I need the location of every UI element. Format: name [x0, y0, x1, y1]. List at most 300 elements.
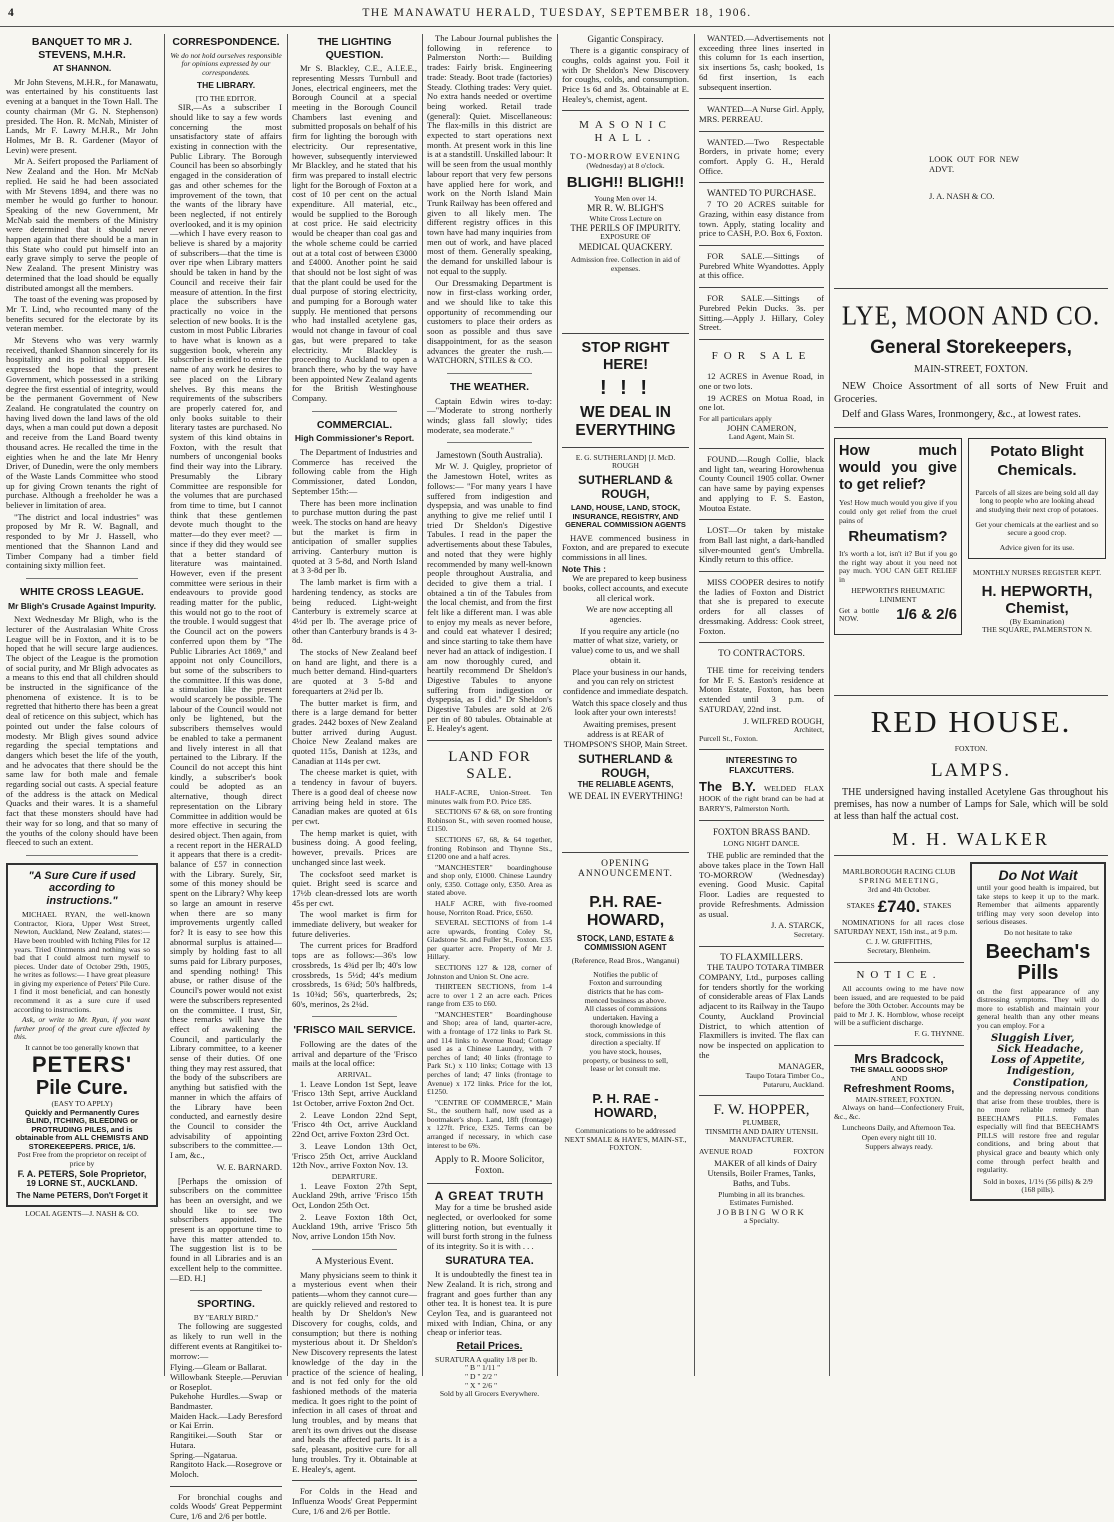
article-title: THE WEATHER.: [449, 380, 530, 393]
ad-headline: LAND FOR SALE.: [448, 749, 531, 783]
article-subtitle: Mr Bligh's Crusade Against Impurity.: [8, 600, 156, 611]
classified-heading: TO FLAXMILLERS.: [720, 952, 803, 963]
paragraph: The wool market is firm for immediate delivery, but weaker for future deliveries.: [292, 909, 417, 939]
paragraph: Awaiting premises, present address is at REAR of THOMPSON'S SHOP, Main Street.: [563, 719, 688, 749]
ad-text: Delf and Glass Wares, Ironmongery, &c., at lowest rates.: [842, 409, 1081, 421]
divider: [699, 287, 824, 288]
ad-text: SPRING MEETING,: [859, 875, 939, 885]
local-agents: LOCAL AGENTS—J. NASH & CO.: [25, 1209, 139, 1219]
address-left: AVENUE ROAD: [699, 1146, 753, 1156]
article-subtitle: High Commissioner's Report.: [294, 433, 415, 444]
paragraph: Following are the dates of the arrival and departure of the 'Frisco mails at the local office:: [292, 1038, 417, 1069]
ad-brand: PETERS': [31, 1051, 133, 1077]
ad-text: MAKER of all kinds of Dairy Utensils, Boiler Frames, Tanks, Baths, and Tubs.: [707, 1158, 817, 1188]
paragraph: Watch this space closely and thus look after your own interests!: [571, 697, 688, 718]
ad-line: stock, commissions in this: [585, 1029, 666, 1039]
paragraph: Mr W. J. Quigley, proprietor of the Jamestown Hotel, writes as follows:— "For many years I have suffered from indigestion and dyspepsia, and was unable to find anything to give me relief until I tried Dr Sheldon's Digestive Tabules. I read in the paper the advertisements about these Tabules, and noted that they were highly recommended by many well-known people throughout Australia, and decided to give them a trial. I obtained a tin of the Tabules from the local chemist, and from the first felt like a different man. I was able to enjoy my meals as never before, and could eat whatever I desired; and since starting to take them have never had an attack of indigestion. I am now thoroughly cured, and heartily recommend Dr Sheldon's Digestive Tabules to anyone suffering from indigestion or dyspepsia, as I did." Dr Sheldon's Digestive Tabules are sold at 2/6 per tin of 80 tabules. Obtainable at E. Healey's agent.: [427, 461, 552, 734]
ad-text: Plumbing in all its branches.: [718, 1189, 805, 1199]
ad-name: M. H. WALKER: [892, 829, 1050, 850]
ad-subheading: LAMPS.: [930, 759, 1012, 781]
paragraph: The lamb market is firm with a hardening tendency, as stocks are being reduced. Light-weight Canterbury is extremely scarce at 4½d per lb. The average price of other than Canterbury brands is 4 3-8d.: [292, 577, 417, 646]
ad-text: STAKES: [846, 901, 875, 911]
ad-text: Suppers always ready.: [865, 1141, 933, 1151]
tip-line: Pukehohe Hurdles.—Swap or Bandmaster.: [170, 1391, 282, 1412]
land-listing: SECTIONS 67, 68, & 64 together, fronting Robinson and Thynne Sts., £1200 one and a half acres.: [427, 834, 552, 862]
ad-text: It cannot be too generally known that: [25, 1042, 139, 1052]
signature: J. WILFRED ROUGH,: [743, 715, 824, 726]
byline: BY "EARLY BIRD.": [193, 1312, 259, 1322]
article-title: SPORTING.: [197, 1298, 255, 1311]
ad-line: property, or business to sell,: [582, 1055, 669, 1065]
paragraph: The stocks of New Zealand beef on hand are light, and there is a much better demand. Hind-quarters are quoted at 3 5-8d and forequarters at 2¾d per lb.: [292, 647, 417, 696]
column-2: [170, 34, 282, 1522]
ad-text: It's worth a lot, isn't it? But if you go the right way about it you need not pay much. YOU CAN GET RELIEF in: [839, 549, 957, 584]
ad-headline: OPENING ANNOUNCEMENT.: [578, 858, 673, 880]
classified: 7 TO 20 ACRES suitable for Grazing, within easy distance from town. Apply, stating locality and price to CASH, P.O. Box 6, Foxton.: [699, 199, 824, 239]
paragraph: The current prices for Bradford tops are as follows:—36's low crossbreds, 1s 4¾d per lb; 40's low crossbreds, 1s 5½d; 44's medium crossbreds, 1s 6¾d; 50's halfbreds, 1s 10¾d; 56's, quarterbreds, 2s; 60's, merinos, 2s 2¼d.: [292, 940, 417, 1009]
paragraph: Mr John Stevens, M.H.R., for Manawatu, was entertained by his constituents last evening at a banquet in the Town Hall. The county chairman (Mr G. N. Stephenson) presided. The Hon. R. McNab, Minister of Lands, Mr F. Lawry M.H.R., Mr John Holmes, Mr B. R. Gardener (Mayor of Levin) were present.: [6, 76, 158, 155]
paragraph: Many physicians seem to think it a mysterious event when their patients—whom they cannot cure—are quickly relieved and restored to health by Dr Sheldon's New Discovery for coughs, colds, and consumption; but there is nothing mysterious about it. Dr Sheldon's New Discovery represents the latest knowledge of the day in the practice of the science of healing, and is not fed only for the old fashioned methods of the materia medica. It goes right to the point of infection in all cases of throat and lung troubles, and by means that aren't its own drives out the disease and heals the affected parts. It is a safe, pleasant, positive cure for all lung troubles. Try it. Obtainable at E. Healey's, agent.: [292, 1269, 417, 1474]
land-listing: SEVERAL SECTIONS of from 1-4 acre upwards, fronting Coley St, Gladstone St. and Fuller St., Foxton. £35 per quarter acre. Property of Mr J. Hillary.: [427, 918, 552, 962]
divider: [312, 1016, 397, 1017]
article-title: A Mysterious Event.: [315, 1256, 394, 1267]
ad-headline: MARLBOROUGH RACING CLUB: [842, 867, 956, 877]
mail-line: 2. Leave London 22nd Sept, 'Frisco 4th Oct, arrive Auckland 22nd Oct, arrive Foxton 23rd Oct.: [292, 1109, 417, 1140]
ad-line: direction a specialty. If: [590, 1038, 661, 1048]
ad-headline: FOR SALE: [711, 349, 812, 362]
page-number: 4: [8, 7, 16, 19]
divider: [699, 182, 824, 183]
ad-line: lease or let consult me.: [590, 1064, 661, 1074]
classified: 12 ACRES in Avenue Road, in one or two lots.: [699, 371, 824, 392]
ad-headline: SUTHERLAND & ROUGH,: [578, 473, 673, 501]
ad-product: SURATURA TEA.: [445, 1254, 534, 1267]
ad-text: Always on hand—Confectionery Fruit, &c., &c.: [834, 1103, 964, 1121]
potato-box: [968, 438, 1106, 559]
tip-line: Spring.—Ngatarua.: [170, 1449, 238, 1460]
ad-subheading: THE SMALL GOODS SHOP: [850, 1065, 948, 1075]
column-1: [6, 34, 158, 1374]
classified: FOR SALE.—Sittings of Purebred White Wyandottes. Apply at this office.: [699, 250, 824, 281]
ad-text: The Name PETERS, Don't Forget it: [16, 1191, 148, 1201]
column-rule: [829, 34, 830, 1376]
divider: [26, 855, 138, 856]
ad-text: Get a bottle NOW.: [839, 605, 879, 624]
ad-line: districts that he has com-: [587, 986, 664, 996]
ad-text: (By Examination): [1009, 616, 1065, 626]
divider: [170, 1486, 282, 1487]
ad-text: Advice given for its use.: [999, 542, 1075, 552]
ad-line: All classes of commissions: [584, 1004, 667, 1014]
section-note: We do not hold ourselves responsible for opinions expressed by our correspondents.: [170, 50, 282, 77]
subheading: ARRIVAL.: [337, 1070, 372, 1080]
ad-row-bottom: [834, 862, 1108, 1201]
divider: [427, 740, 552, 741]
land-listing: THIRTEEN SECTIONS, from 1-4 acre to over 1 2 an acre each. Prices range from £35 to £60.: [427, 982, 552, 1009]
classified: WANTED.—Two Respectable Borders, in private home; every comfort. Apply G. H., Herald Office.: [699, 136, 824, 176]
classified-subheading: LONG NIGHT DANCE.: [723, 838, 800, 848]
price-line: " X " 2/6 ": [465, 1380, 498, 1390]
ad-line: Notifies the public of: [593, 969, 658, 979]
divider: [699, 571, 824, 572]
ad-headline: NOTICE.: [856, 968, 942, 981]
ad-subheading: THE RELIABLE AGENTS,: [577, 780, 674, 790]
paragraph: Mr S. Blackley, C.E., A.I.E.E., representing Messrs Turnbull and Jones, electrical engineers, met the Borough Council at a special meeting in the Borough Council Chambers last evening and submitted proposals on behalf of his firm for lighting the borough with electricity. Our representative, however, subsequently interviewed Mr Blackley, and he stated that his firm was prepared to install electric light for the Borough of Foxton at a cost of 10 per cent on the actual expenditure. All material, etc., would be supplied to the Borough at cost price. He said electricity would be cheaper than coal gas and the whole scheme could be carried out at a total cost of between £3000 and £4000. Another point he said that should not be lost sight of was that the plant could be used for the dual purpose of storing electricity, and pumping for a Borough water supply. He mentioned that persons who had installed acetylene gas, would not change in favour of coal gas, but were prepared to take electricity. Mr Blackley is proceeding to Auckland to open a branch there, who by the way have been appointed New Zealand agents for the British Westinghouse Company.: [292, 63, 417, 404]
divider: [312, 411, 397, 412]
classified: WANTED—A Nurse Girl. Apply, MRS. PERREAU.: [699, 104, 824, 124]
land-listing: HALF ACRE, with five-roomed house, Norriton Road. Price, £650.: [427, 898, 552, 917]
ad-line: undertaken. Having a: [592, 1012, 659, 1022]
divider: [699, 245, 824, 246]
divider: [26, 578, 138, 579]
paragraph: HAVE commenced business in Foxton, and are prepared to execute commissions in all lines.: [562, 532, 689, 562]
paragraph: There has been more inclination to purchase mutton during the past week. The stocks on hand are heavy but the market is firm in anticipation of smaller supplies arriving. Canterbury mutton is quoted at 3 5-8d, and North Island at 3 3-8d per lb.: [292, 497, 417, 576]
ad-text: Ask, or write to Mr. Ryan, if you want further proof of the great cure effected by this.: [14, 1015, 150, 1042]
ad-text: All accounts owing to me have now been issued, and are requested to be paid before the 30th October. Accounts may be paid to Mr J. K. Hornblow, whose receipt will be a sufficient discharge.: [834, 984, 964, 1028]
divider: [699, 98, 824, 99]
mail-line: 2. Leave Foxton 18th Oct, Auckland 19th, arrive 'Frisco 5th Nov, arrive London 15th Nov.: [292, 1211, 417, 1242]
ad-name: F. W. HOPPER,: [713, 1102, 810, 1119]
signature: W. E. BARNARD.: [216, 1161, 282, 1172]
ad-headline: MASONIC HALL.: [579, 119, 672, 144]
beechams-ad: [970, 862, 1106, 1201]
ad-line: menced business as above.: [584, 995, 667, 1005]
ad-headline: A GREAT TRUTH: [434, 1188, 545, 1203]
ad-name: P. H. RAE - HOWARD,: [592, 1090, 659, 1121]
ad-text: Land Agent, Main St.: [728, 432, 795, 442]
signature-role: Secretary, Blenheim.: [867, 946, 931, 956]
ad-brand: Beecham's Pills: [985, 940, 1091, 984]
ad-text: until your good health is impaired, but take steps to keep it up to the mark. Remember that ailments apparently trifling may very soon develop into serious diseases.: [977, 883, 1099, 927]
ad-text: THE undersigned having installed Acetylene Gas throughout his premises, has now a number of Lamps for Sale, which will be sold at less than half the actual cost.: [834, 787, 1108, 823]
ad-marks: ! ! !: [599, 377, 652, 400]
address: Putaruru, Auckland.: [763, 1079, 824, 1089]
hepworth-ad: [834, 438, 962, 635]
article-title: THE LIBRARY.: [196, 80, 256, 90]
ad-text: (EASY TO APPLY): [51, 1098, 113, 1108]
ad-text: White Cross Lecture on: [589, 213, 662, 223]
mail-line: 1. Leave London 1st Sept, leave 'Frisco 13th Sept, arrive Auckland 1st October, arrive Foxton 2nd Oct.: [292, 1078, 417, 1109]
ad-text: (Reference, Read Bros., Wanganui): [571, 956, 680, 966]
ad-text: NOMINATIONS for all races close SATURDAY NEXT, 15th inst., at 9 p.m.: [834, 918, 964, 936]
classified: THE public are reminded that the above takes place in the Town Hall TO-MORROW (Wednesday) evening. Good Music. Capital Floor. Ladies are requested to provide Refreshments. Admission as usual.: [699, 850, 824, 919]
divider: [447, 373, 532, 374]
paragraph: The Labour Journal publishes the following in reference to Palmerston North:— Building trades: Fairly brisk. Engineering trade: Steady. Boot trade (factories) Steady. Clothing trades: Very quiet. No extra hands needed or overtime being worked. Retail trade (general): Quiet. Miscellaneous: The flax-mills in this district are expected to start operations next month. At present work in this line is at a standstill. Unskilled labour: It will be seen from the usual monthly labour report that very few persons have applied here for work, and work on the North Island Main Trunk Railway has been offered and given to all likely men. The different registry offices in this town have had many inquiries from men out of work, and have placed most of them. Generally speaking, the demand for unskilled labour is not equal to the supply.: [427, 33, 552, 276]
divider: [834, 1045, 964, 1046]
article-title: COMMERCIAL.: [316, 418, 393, 431]
ad-text: Communications to be addressed: [575, 1126, 676, 1136]
paragraph: The Department of Industries and Commerce has received the following cable from the High Commissioner, dated London, September 15th:—: [292, 446, 417, 496]
classified-heading: TO CONTRACTORS.: [718, 649, 805, 660]
classified-heading: WANTED TO PURCHASE.: [706, 189, 817, 200]
column-6: [699, 34, 824, 1374]
ad-text: MR R. W. BLIGH'S: [587, 204, 664, 215]
ad-text: Sold by all Grocers Everywhere.: [439, 1389, 540, 1399]
article-title: Gigantic Conspiracy.: [587, 34, 664, 44]
ad-text: Yes! How much would you give if you could only get relief from the cruel pains of: [839, 498, 957, 525]
ad-text: Open every night till 10.: [861, 1133, 937, 1143]
ad-text: Sold in boxes, 1/1½ (56 pills) & 2/9 (168 pills).: [983, 1176, 1093, 1195]
ad-address: THE SQUARE, PALMERSTON N.: [982, 625, 1092, 635]
signature-role: Secretary.: [793, 930, 824, 939]
tip-line: Flying.—Gleam or Ballarat.: [170, 1362, 267, 1373]
paragraph: We are prepared to keep business books, collect accounts, and execute all clerical work.: [562, 573, 689, 603]
paragraph: Mr Stevens who was very warmly received, thanked Shannon sincerely for its hospitality and its political support. He expressed the hope that the present Government, which possessed in a striking degree the first essential of integrity, would be the permanent Government of New Zealand. He congratulated the country on having lived down the land laws of the old days, when a man could put down a deposit and receive from the Land Board twenty thousand acres. He recalled the time in the eighties when he and the late Mr Henry Driver, of Dunedin, were the only members of the Waste Lands Committee who stood up for giving Crown tenants the right of purchase. Although a freeholder he was a believer in limitation of area.: [6, 335, 158, 511]
paragraph: May for a time be brushed aside neglected, or overlooked for some glittering notion, but eventually it will burst forth strong in the fulness of its integrity. So it is with . . .: [427, 1202, 552, 1251]
tip-line: Rangitikei.—South Star or Hutara.: [170, 1430, 282, 1450]
ad-headline: WE DEAL IN EVERYTHING: [575, 403, 676, 440]
classified: FOR SALE.—Sittings of Purebred Pekin Ducks. 3s. per Sitting.—Apply J. Hillary, Coley Street.: [699, 293, 824, 333]
paragraph: SIR,—As a subscriber I should like to say a few words concerning the most unsatisfactory state of affairs existing in connection with the Public Library. The Borough Council has been so absorbingly engaged in the consideration of gas and other schemes for the improvement of the town, that the wants of the library have been neglected, if not entirely overlooked, and it is my opinion—which I have every reason to believe is shared by a majority of subscribers—that the time is over ripe when Library matters should be taken in hand by the Council and receive their fair measure of attention. In the first place the subscribers have practically no voice in the selection of new books. It is the custom in most Public Libraries to have what is known as a suggestion book, wherein any subscriber is entitled to enter the name of any work he desires to see placed on the Library shelves. By this means the requirements of the subscribers are properly catered for, and only books suitable to their literary tastes are purchased. No system of this kind obtains in Foxton, with the result that numbers of uncongenial books find their way into the Library. Presumably the Library Committee are responsible for the volumes that are purchased from time to time, but I cannot think that these gentlemen devote much thought to the matter—do they ever meet? —since if they did they would see that a better standard of literature was maintained. However, even if the present committee were serious in their endeavours to provide good reading matter for the public, this would not go to the root of the trouble. I would suggest that the Council act on the powers conferred upon them by "The Public Libraries Act 1869," and appoint not only Councillors, but some of the subscribers to the committee. If this was done, a stimulation like the present would scarcely be possible. The labour of the Council would not only be lightened, but the subscribers themselves would be enabled to take a permanent and lively interest in all that pertained to the Library. If the Council do not accept this hint kindly, a subscriber's book could be adopted as an alternative, though direct representation on the Library Committee in addition would be more effective in securing the desired object. Then again, from a recent report in the HERALD it appears that there is a credit-balance of £57 in connection with the Library. Surely, Sir, some of this money should be spent on the Library? Why keep so large an amount in reserve when there are so many improvements urgently called for? It is easy to see how this abnormal surplus is attained—simply by holding fast to all sums paid for Library purposes, and spending nothing! This abuse, or rather disuse of the Council's power would not exist were the subscribers represented on the committee. I trust, Sir, these remarks will have the effect of awakening the Council, and particularly the Library committee, to a keener sense of their duties. Of one thing they may rest assured, that the body of the subscribers are anything but satisfied with the manner in which the affairs of the Library have been conducted, and earnestly desire the Council to consider the advisability of appointing subscribers to the committee.—I am, &c.,: [170, 102, 282, 1161]
ad-text: on the first appearance of any distressing symptoms. They will do more to establish and maintain your general health than any other means you can employ. For a: [977, 986, 1099, 1030]
divider: [562, 852, 689, 853]
signature: MANAGER,: [778, 1061, 824, 1072]
ad-text: AND: [890, 1073, 908, 1083]
ad-name: JOHN CAMERON,: [726, 422, 797, 433]
newspaper-title: THE MANAWATU HERALD, TUESDAY, SEPTEMBER 18, 1906.: [362, 7, 752, 19]
price-line: SURATURA A quality 1/8 per lb.: [435, 1354, 538, 1364]
paragraph: The hemp market is quiet, with business doing. A good feeling, however, prevails. Prices are unchanged since last week.: [292, 827, 417, 867]
divider: [699, 519, 824, 520]
ad-text: Parcels of all sizes are being sold all day long to people who are looking ahead and studying their next crop of potatoes.: [975, 487, 1099, 515]
divider: [699, 749, 824, 750]
article-subtitle: AT SHANNON.: [52, 63, 112, 74]
ailment: Indigestion,: [1007, 1066, 1075, 1078]
land-listing: SECTIONS 67 & 68, on sore fronting Robinson St., with seven roomed house, £1150.: [427, 807, 552, 834]
address-right: FOXTON: [793, 1146, 824, 1156]
lookout-ad: [834, 34, 1108, 175]
ad-text: E. G. SUTHERLAND] [J. McD. ROUGH: [575, 452, 676, 471]
brand-mark: The B.Y.: [699, 778, 756, 794]
ad-row: [834, 438, 1108, 635]
price-line: " B " 1/11 ": [465, 1363, 501, 1373]
note-heading: Note This :: [562, 563, 606, 574]
racing-and-notice: [834, 862, 964, 1201]
signature: C. J. W. GRIFFITHS,: [865, 937, 933, 947]
land-listing: "CENTRE OF COMMERCE," Main St., the southern half, now used as a bootmaker's shop. Land, 18ft (frontage) x 127ft. Price, £325. Terms can be arranged if necessary, in which case interest to be 6%.: [427, 1097, 552, 1150]
ad-name: J. A. NASH & CO.: [929, 191, 995, 201]
column-4: [427, 33, 552, 1399]
ad-text: Post Free from the proprietor on receipt of price by: [17, 1150, 147, 1169]
ad-text: MEDICAL QUACKERY.: [578, 242, 673, 253]
ad-headline: Potato Blight Chemicals.: [990, 443, 1084, 480]
article-title: THE LIGHTING QUESTION.: [317, 36, 392, 61]
ad-text: F. A. PETERS, Sole Proprietor,: [17, 1168, 147, 1179]
paragraph: Mr A. Seifert proposed the Parliament of New Zealand and the Hon. Mr McNab replied. He said he had been associated with Mr Stevens 1894, and there was no member he would go further to honour. Speaking of the new Government, Mr McNab said the members of the Ministry were determined that it should never happen again that there should be a man in this State who could put himself into an early grave simply to serve the people of New Zealand. The present Ministry was determined that the load should be equally distributed amongst all the members.: [6, 156, 158, 293]
ad-line: thorough knowledge of: [590, 1021, 661, 1031]
lookout-text: LOOK OUT FOR NEW ADVT.: [929, 154, 1019, 175]
ad-text: For all particulars apply: [699, 414, 772, 424]
ad-name: Mrs Bradcock,: [854, 1050, 944, 1066]
paragraph: If you require any article (no matter of what size, variety, or value) come to us, and we shall obtain it.: [571, 625, 680, 665]
ad-headline: RED HOUSE.: [870, 703, 1072, 739]
article-title: WHITE CROSS LEAGUE.: [20, 585, 144, 598]
column-rule: [164, 34, 165, 1376]
ad-text: Young Men over 14.: [594, 194, 657, 204]
land-listing: "MANCHESTER" boardinghouse and shop only, £1000. Chinese Laundry only, £350. Cottage only, £350. Area as stated above.: [427, 862, 552, 898]
ad-text: WE DEAL IN EVERYTHING!: [568, 791, 683, 802]
peters-pile-cure-ad: [6, 863, 158, 1207]
ailment: Loss of Appetite,: [991, 1055, 1085, 1067]
mail-line: 1. Leave Foxton 27th Sept, Auckland 29th, arrive 'Frisco 15th Oct, London 25th Oct.: [292, 1180, 417, 1210]
signature: J. A. STARCK,: [770, 920, 824, 931]
signature-role: Architect,: [793, 725, 824, 735]
ad-headline: LYE, MOON AND CO.: [841, 301, 1101, 332]
ad-subheading: Refreshment Rooms,: [843, 1083, 955, 1096]
ad-text: NEXT SMALE & HAYE'S, MAIN-ST.,: [564, 1134, 687, 1144]
column-rule: [422, 34, 423, 1376]
subheading: DEPARTURE.: [331, 1171, 378, 1181]
ad-address: [699, 1148, 824, 1157]
ad-text: Luncheons Daily, and Afternoon Tea.: [842, 1122, 956, 1132]
classified: THE TAUPO TOTARA TIMBER COMPANY, Ltd., purposes calling for tenders shortly for the working of considerable areas of Flax Lands adjacent to its Railway in the Taupo County, Auckland Provincial District, to which attention of Flaxmillers is invited. The flax can now be inspected on application to the: [699, 962, 824, 1060]
ad-text: a Specialty.: [744, 1216, 779, 1226]
ad-text: MONTHLY NURSES REGISTER KEPT.: [972, 568, 1102, 578]
classified: 19 ACRES on Motua Road, in one lot.: [699, 392, 824, 413]
divider: [562, 447, 689, 448]
classified: MISS COOPER desires to notify the ladies of Foxton and District that she is prepared to execute orders for all classes of dressmaking. Address: Cook street, Foxton.: [699, 577, 824, 636]
divider: [699, 339, 824, 340]
ad-text: and the depressing nervous conditions that arise from these troubles, there is no more reliable remedy than BEECHAM'S PILLS. Females especially will find that BEECHAM'S PILLS will restore free and regular conditions, and bring about that physical grace and beauty which only come through perfect health and regularity.: [977, 1088, 1099, 1175]
ad-subheading: Chemist,: [1005, 599, 1069, 617]
land-listing: HALF-ACRE, Union-Street. Ten minutes walk from P.O. Price £85.: [427, 788, 552, 806]
column-rule: [557, 34, 558, 1376]
divider: [834, 695, 1108, 696]
ad-price: 1/6 & 2/6: [896, 605, 957, 623]
ad-headline: Do Not Wait: [998, 867, 1078, 884]
ad-text: Estimates Furnished.: [729, 1198, 794, 1208]
divider: [834, 288, 1108, 289]
tip-line: Willowbank Steeple.—Peruvian or Roseplot.: [170, 1371, 282, 1392]
paragraph: It is undoubtedly the finest tea in New Zealand. It is rich, strong and fragrant and goes further than any other tea. It is honest tea. It is pure Ceylon Tea, and is guaranteed not mixed with Indian, China, or any cheap or inferior teas.: [427, 1269, 552, 1338]
ailment: Sick Headache,: [997, 1043, 1084, 1055]
tip-line: Rangitoto Hack.—Rosegrove or Moloch.: [170, 1459, 282, 1479]
divider: [699, 642, 824, 643]
paragraph: We are now accepting all agencies.: [586, 604, 673, 625]
ad-text: Admission free. Collection in aid of expenses.: [570, 255, 681, 273]
ad-name: P.H. RAE-HOWARD,: [586, 893, 665, 930]
paragraph: Next Wednesday Mr Bligh, who is the lecturer of the Australasian White Cross League will be in Foxton, and it is to be hoped that he will secure large audiences. The object of the League is the promotion of social purity, and Mr Bligh advocates as a means to this end that all children should be instructed in the significance of the phenomena of existence. It is to be regretted that hitherto there has been a great deal of reticence on this subject, which has pointed out under the false colours of modesty. Mr Bligh gives sound advice regarding the special temptations and dangers which beset the life of the youth, and he advocates that there should be the same law for both male and female regarding social out casts. A special feature of the address is the attack on Medical Quacks and their wares. It is a shameful fact that these monsters should have had their way for so long, and that so many of the youths of the colony should have been fleeced to such an extent.: [6, 614, 158, 848]
ad-text: THE PERILS OF IMPURITY.: [570, 223, 681, 234]
salutation: [TO THE EDITOR.: [195, 93, 257, 103]
ad-line: you have stock, houses,: [589, 1046, 662, 1056]
classified: THE time for receiving tenders for Mr F. S. Easton's residence at Moton Estate, Foxton, has been extended until 3 p.m. of SATURDAY, 22nd inst.: [699, 664, 824, 714]
land-listing: "MANCHESTER" Boardinghouse and Shop; area of land, quarter-acre, with a frontage of 172 links to Park St. and 114 links to Avenue Road; Cottage used as a Chinese Laundry, with 7 perches of land; 40 links (frontage to Park St.) x 110 links; Cottage with 13 perches of land; 47 links (frontage to Avenue) x 172 links. Price for the lot, £1250.: [427, 1009, 552, 1097]
divider: [699, 448, 824, 449]
land-listing: SECTIONS 127 & 128, corner of Johnston and Union St. One acre.: [427, 963, 552, 981]
ad-headline: SUTHERLAND & ROUGH,: [578, 752, 673, 780]
ad-subheading: PLUMBER,: [742, 1118, 781, 1128]
paragraph: The cheese market is quiet, with a tendency in favour of buyers. There is a good deal of cheese now arriving being held in store. The Canadian makes are quoted at 61s per cwt.: [292, 767, 417, 826]
potato-ad: [968, 438, 1106, 635]
ad-subheading: Retail Prices.: [456, 1340, 523, 1353]
tip-line: Maiden Hack.—Lady Beresford or Kai Errin.: [170, 1410, 282, 1431]
ad-text: Quickly and Permanently Cures BLIND, ITCHING, BLEEDING or PROTRUDING PILES, and is obtainable from ALL CHEMISTS AND STOREKEEPERS. PRICE, 1/6.: [15, 1107, 149, 1151]
paragraph: There is a gigantic conspiracy of coughs, colds against you. Foil it with Dr Sheldon's New Discovery for coughs, colds, and consumption. Price 1s 6d and 3s. Obtainable at E. Healey's, chemist, agent.: [562, 45, 689, 104]
ad-text: EXPOSURE OF: [600, 232, 651, 242]
ad-subheading: STOCK, LAND, ESTATE & COMMISSION AGENT: [576, 934, 675, 953]
editor-note: [Perhaps the omission of subscribers on the committee has been an oversight, and we should like to see two subscribers appointed. The present is an opportune time to have this matter attended to. The suggestion list is to be found in all Libraries and is an excellent help to the committee.—ED. H.]: [170, 1175, 282, 1283]
column-rule: [287, 34, 288, 1376]
address: Purcell St., Foxton.: [699, 733, 758, 743]
paragraph: The toast of the evening was proposed by Mr T. Lind, who recounted many of the benefits secured for the electorate by its veteran member.: [6, 294, 158, 334]
ailment: Sluggish Liver,: [991, 1032, 1075, 1044]
paragraph: Captain Edwin wires to-day:—"Moderate to strong northerly winds; glass fall slowly; tides moderate, sea moderate.": [427, 395, 552, 435]
divider: [427, 1183, 552, 1184]
divider: [190, 1290, 262, 1291]
column-3: [292, 34, 417, 1516]
divider: [834, 962, 964, 963]
divider: [834, 855, 1108, 856]
paragraph: The butter market is firm, and there is a large demand for better grades. 2442 boxes of New Zealand butter arrived during August. Choice New Zealand makes are quoted 115s, Danish at 123s, and Canadian at 114s per cwt.: [292, 697, 417, 766]
ad-text: TO-MORROW EVENING: [570, 151, 681, 162]
ad-headline: BLIGH!! BLIGH!!: [566, 173, 685, 191]
ad-headline: How much would you give to get relief?: [839, 443, 957, 493]
paragraph: Our Dressmaking Department is now in first-class working order, and we should like to take this opportunity of recommending our customers to place their orders as soon as possible and thus save disappointment, for as the season advances the greater the rush.—WATCHORN, STILES & CO.: [427, 277, 552, 366]
paragraph: For bronchial coughs and colds Woods' Great Peppermint Cure, 1/6 and 2/6 per bottle.: [170, 1491, 282, 1522]
ad-text: FOXTON.: [609, 1143, 642, 1153]
ad-text: (Wednesday) at 8 o'clock.: [586, 160, 665, 170]
mail-line: 3. Leave London 13th Oct, 'Frisco 25th Oct, arrive Auckland 12th Nov., arrive Foxton Nov. 13.: [292, 1140, 417, 1171]
divider: [699, 131, 824, 132]
ad-contact: Apply to R. Moore Solicitor, Foxton.: [434, 1155, 545, 1176]
classified: LOST—Or taken by mistake from Ball last night, a dark-handled silver-mounted gent's Umbrella. Kindly return to this office.: [699, 525, 824, 565]
ad-text: Get your chemicals at the earliest and so secure a good crop.: [975, 519, 1099, 538]
ad-text: 3rd and 4th October.: [867, 884, 931, 894]
classified-heading: INTERESTING TO FLAXCUTTERS.: [725, 755, 798, 775]
divider: [562, 333, 689, 334]
ad-amount: £740.: [877, 897, 921, 917]
classified: WANTED.—Advertisements not exceeding three lines inserted in this column for 1s each insertion, six insertions 5s, cash; booked, 1s 6d first insertion, 1s each subsequent insertion.: [699, 33, 824, 92]
paragraph: "The district and local industries" was proposed by Mr R. W. Bagnall, and responded to by Mr J. Hassell, who mentioned that the Shannon Land and Timber Company had a timber field containing sixty million feet.: [6, 511, 158, 571]
classified-heading: FOXTON BRASS BAND.: [712, 826, 811, 837]
price-line: " D " 2/2 ": [465, 1372, 498, 1382]
ad-headline: Rheumatism?: [848, 528, 948, 546]
paragraph: The following are suggested as likely to run well in the different events at Rangitikei to-morrow:—: [170, 1321, 282, 1361]
divider: [292, 1480, 417, 1481]
classified: FOUND.—Rough Collie, black and light tan, wearing Horowhenua County Council 1905 collar. Owner can have same by paying expenses and applying to F. S. Easton, Moutoa Estate.: [699, 454, 824, 513]
ad-text: STAKES: [923, 901, 952, 911]
ad-subheading: General Storekeepers,: [870, 337, 1072, 359]
column-7: [834, 34, 1108, 1374]
ad-name: H. HEPWORTH,: [981, 582, 1093, 600]
classified: WELDED FLAX HOOK of the right brand can be had at BARRY'S, Palmerston North.: [699, 783, 824, 813]
ad-text: JOBBING WORK: [717, 1206, 806, 1217]
ad-headline: STOP RIGHT HERE!: [581, 340, 670, 373]
ailment: Constipation,: [1013, 1077, 1089, 1089]
ad-address: MAIN-STREET, FOXTON.: [855, 1094, 943, 1104]
divider: [699, 1095, 824, 1096]
ad-subheading: TINSMITH AND DAIRY UTENSIL MANUFACTURER.: [705, 1126, 818, 1145]
nash-block: [834, 144, 1108, 201]
ad-subheading: LAND, HOUSE, LAND, STOCK, INSURANCE, REGISTRY, AND GENERAL COMMISSION AGENTS: [565, 503, 686, 530]
paragraph: For Colds in the Head and Influenza Woods' Great Peppermint Cure, 1/6 and 2/6 per Bottle.: [292, 1486, 417, 1516]
divider: [699, 946, 824, 947]
ad-text: Do not hesitate to take: [1003, 928, 1073, 938]
signature-role: Taupo Totara Timber Co.,: [745, 1071, 824, 1081]
ad-line: Foxton and surrounding: [589, 978, 662, 988]
column-rule: [694, 34, 695, 1376]
divider: [562, 110, 689, 111]
article-title: 'FRISCO MAIL SERVICE.: [293, 1024, 416, 1037]
ad-address: MAIN-STREET, FOXTON.: [914, 363, 1028, 375]
divider: [834, 427, 1108, 428]
divider: [312, 1249, 397, 1250]
ad-text: 19 LORNE ST., AUCKLAND.: [26, 1177, 138, 1188]
ad-product: HEPWORTH'S RHEUMATIC LINIMENT: [851, 586, 945, 604]
column-5: [562, 34, 689, 1374]
paragraph: Place your business in our hands, and you can rely on strictest confidence and immediate despatch.: [562, 666, 689, 696]
